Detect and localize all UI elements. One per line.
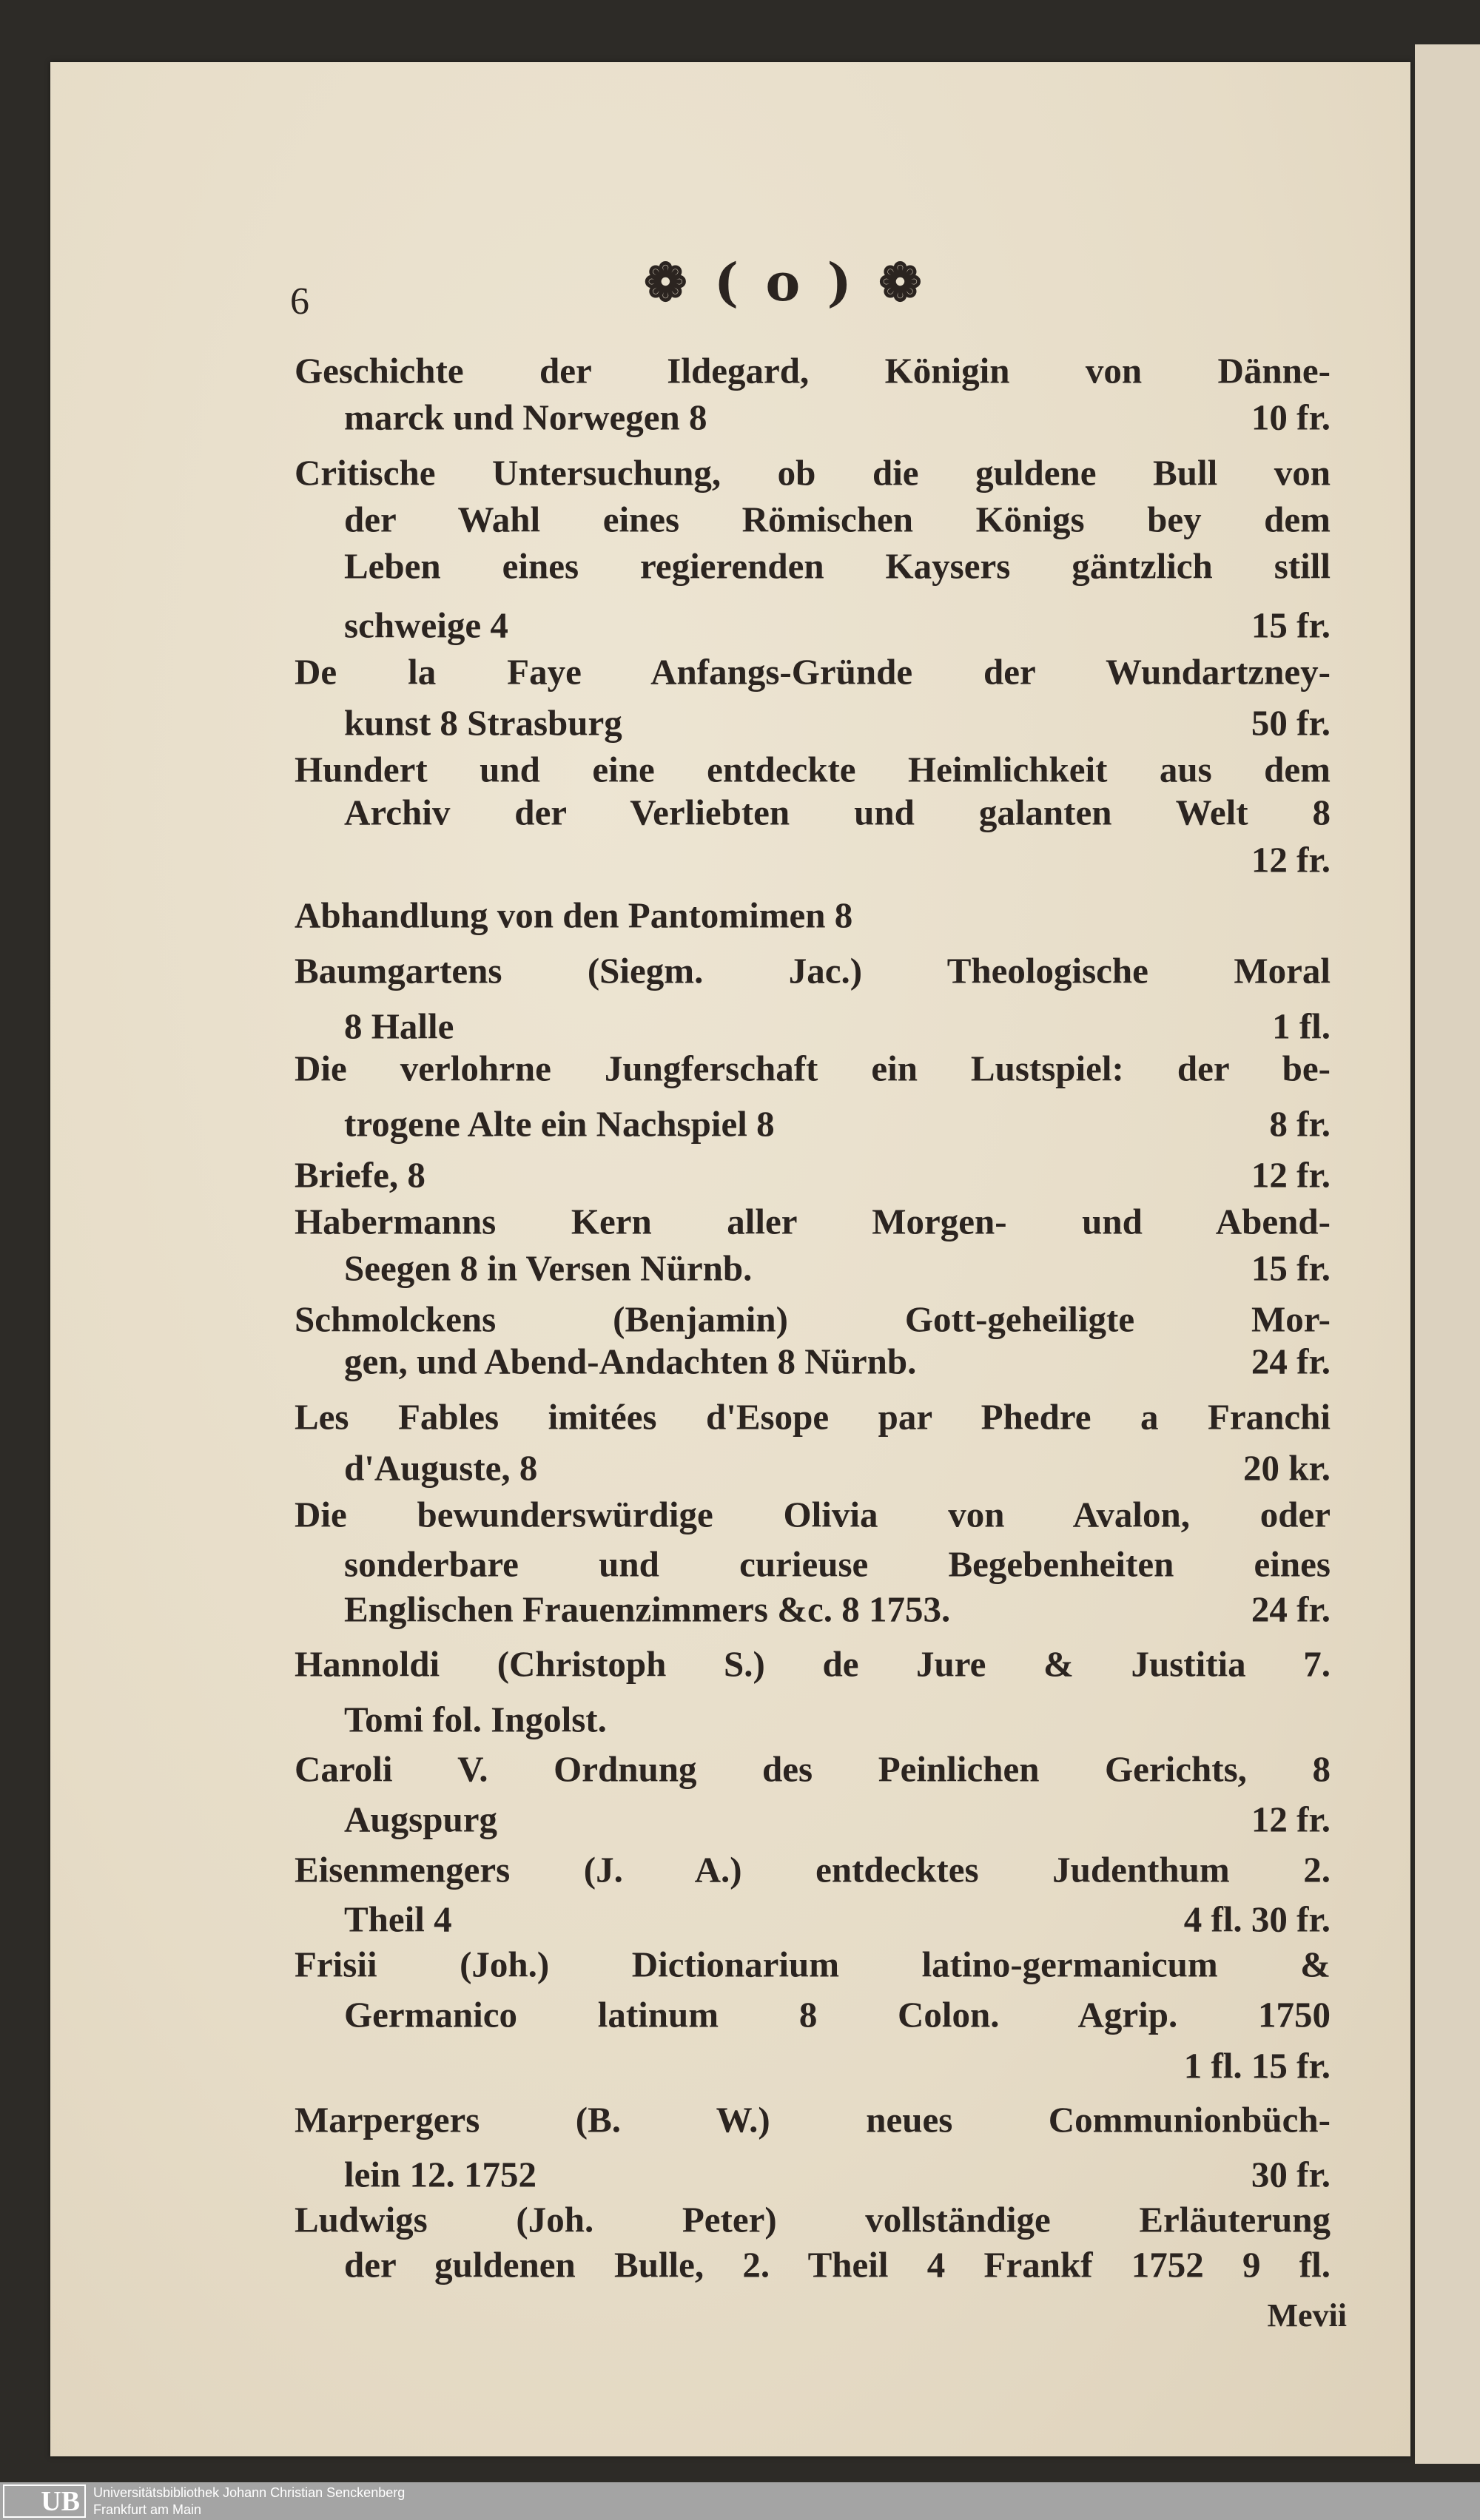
entry-continuation-line: d'Auguste, 8 bbox=[344, 1447, 538, 1489]
entry-title-line: Hundert und eine entdeckte Heimlichkeit aus dem bbox=[295, 749, 1331, 790]
entry-continuation-line: Seegen 8 in Versen Nürnb. bbox=[344, 1247, 753, 1289]
entry-title-line: Abhandlung von den Pantomimen 8 bbox=[295, 895, 853, 936]
page-number: 6 bbox=[290, 280, 309, 323]
entry-title-line: Critische Untersuchung, ob die guldene Bull von bbox=[295, 452, 1331, 493]
entry-continuation-line: Tomi fol. Ingolst. bbox=[344, 1699, 607, 1740]
entry-price: 12 fr. bbox=[1251, 1799, 1331, 1840]
entry-price: 1 fl. bbox=[1272, 1005, 1331, 1047]
adjacent-page-edge bbox=[1415, 44, 1480, 2464]
ub-logo: UB bbox=[3, 2484, 86, 2518]
entry-price: 15 fr. bbox=[1251, 604, 1331, 646]
library-footer bbox=[0, 2482, 1480, 2520]
entry-continuation-line: trogene Alte ein Nachspiel 8 bbox=[344, 1103, 775, 1145]
entry-title-line: Les Fables imitées d'Esope par Phedre a Franchi bbox=[295, 1396, 1331, 1438]
library-name: Universitätsbibliothek Johann Christian Senckenberg bbox=[93, 2485, 406, 2500]
entry-title-line: Die verlohrne Jungferschaft ein Lustspiel: der be- bbox=[295, 1048, 1331, 1089]
entry-continuation-line: marck und Norwegen 8 bbox=[344, 397, 707, 438]
catchword: Mevii bbox=[1267, 2297, 1347, 2334]
entry-continuation-line: Theil 4 bbox=[344, 1899, 452, 1940]
entry-price: 20 kr. bbox=[1242, 1447, 1331, 1489]
entry-title-line: Eisenmengers (J. A.) entdecktes Judenthum 2. bbox=[295, 1849, 1331, 1890]
entry-price: 24 fr. bbox=[1251, 1341, 1331, 1382]
entry-continuation-line: lein 12. 1752 bbox=[344, 2154, 536, 2195]
entry-continuation-line: schweige 4 bbox=[344, 604, 508, 646]
entry-title-line: Die bewunderswürdige Olivia von Avalon, oder bbox=[295, 1494, 1331, 1535]
entry-title-line: Schmolckens (Benjamin) Gott-geheiligte Mor- bbox=[295, 1298, 1331, 1340]
entry-price: 4 fl. 30 fr. bbox=[1183, 1899, 1331, 1940]
entry-title-line: Marpergers (B. W.) neues Communionbüch- bbox=[295, 2099, 1331, 2140]
entry-price: 50 fr. bbox=[1251, 702, 1331, 744]
entry-title-line: Briefe, 8 bbox=[295, 1154, 426, 1196]
entry-title-line: Ludwigs (Joh. Peter) vollständige Erläuterung bbox=[295, 2199, 1331, 2240]
library-city: Frankfurt am Main bbox=[93, 2502, 202, 2517]
entry-title-line: Hannoldi (Christoph S.) de Jure & Justitia 7. bbox=[295, 1643, 1331, 1685]
entry-continuation-line: Englischen Frauenzimmers &c. 8 1753. bbox=[344, 1589, 951, 1630]
entry-continuation-line: Archiv der Verliebten und galanten Welt 8 bbox=[344, 792, 1331, 833]
entry-title-line: Caroli V. Ordnung des Peinlichen Gerichts, 8 bbox=[295, 1748, 1331, 1790]
entry-price: 10 fr. bbox=[1251, 397, 1331, 438]
entry-price: 8 fr. bbox=[1269, 1103, 1331, 1145]
entry-continuation-line: Germanico latinum 8 Colon. Agrip. 1750 bbox=[344, 1994, 1331, 2035]
entry-continuation-line: Augspurg bbox=[344, 1799, 497, 1840]
entry-continuation-line: der Wahl eines Römischen Königs bey dem bbox=[344, 499, 1331, 540]
entry-continuation-line: 8 Halle bbox=[344, 1005, 454, 1047]
entry-continuation-line: gen, und Abend-Andachten 8 Nürnb. bbox=[344, 1341, 917, 1382]
entry-price: 24 fr. bbox=[1251, 1589, 1331, 1630]
entry-continuation-line: Leben eines regierenden Kaysers gäntzlich still bbox=[344, 545, 1331, 587]
entry-price: 1 fl. 15 fr. bbox=[1183, 2045, 1331, 2086]
entry-title-line: Habermanns Kern aller Morgen- und Abend- bbox=[295, 1201, 1331, 1242]
entry-continuation-line: der guldenen Bulle, 2. Theil 4 Frankf 1752 9 fl. bbox=[344, 2244, 1331, 2285]
floral-ornament-icon: ❁ ( o ) ❁ bbox=[644, 252, 926, 313]
entry-title-line: Geschichte der Ildegard, Königin von Dänne- bbox=[295, 350, 1331, 391]
entry-title-line: Frisii (Joh.) Dictionarium latino-germanicum & bbox=[295, 1944, 1331, 1985]
entry-continuation-line: kunst 8 Strasburg bbox=[344, 702, 622, 744]
entry-title-line: De la Faye Anfangs-Gründe der Wundartzney- bbox=[295, 651, 1331, 693]
entry-title-line: Baumgartens (Siegm. Jac.) Theologische Moral bbox=[295, 950, 1331, 991]
entry-price: 12 fr. bbox=[1251, 839, 1331, 880]
entry-continuation-line: sonderbare und curieuse Begebenheiten eines bbox=[344, 1543, 1331, 1585]
entry-price: 12 fr. bbox=[1251, 1154, 1331, 1196]
entry-price: 30 fr. bbox=[1251, 2154, 1331, 2195]
entry-price: 15 fr. bbox=[1251, 1247, 1331, 1289]
